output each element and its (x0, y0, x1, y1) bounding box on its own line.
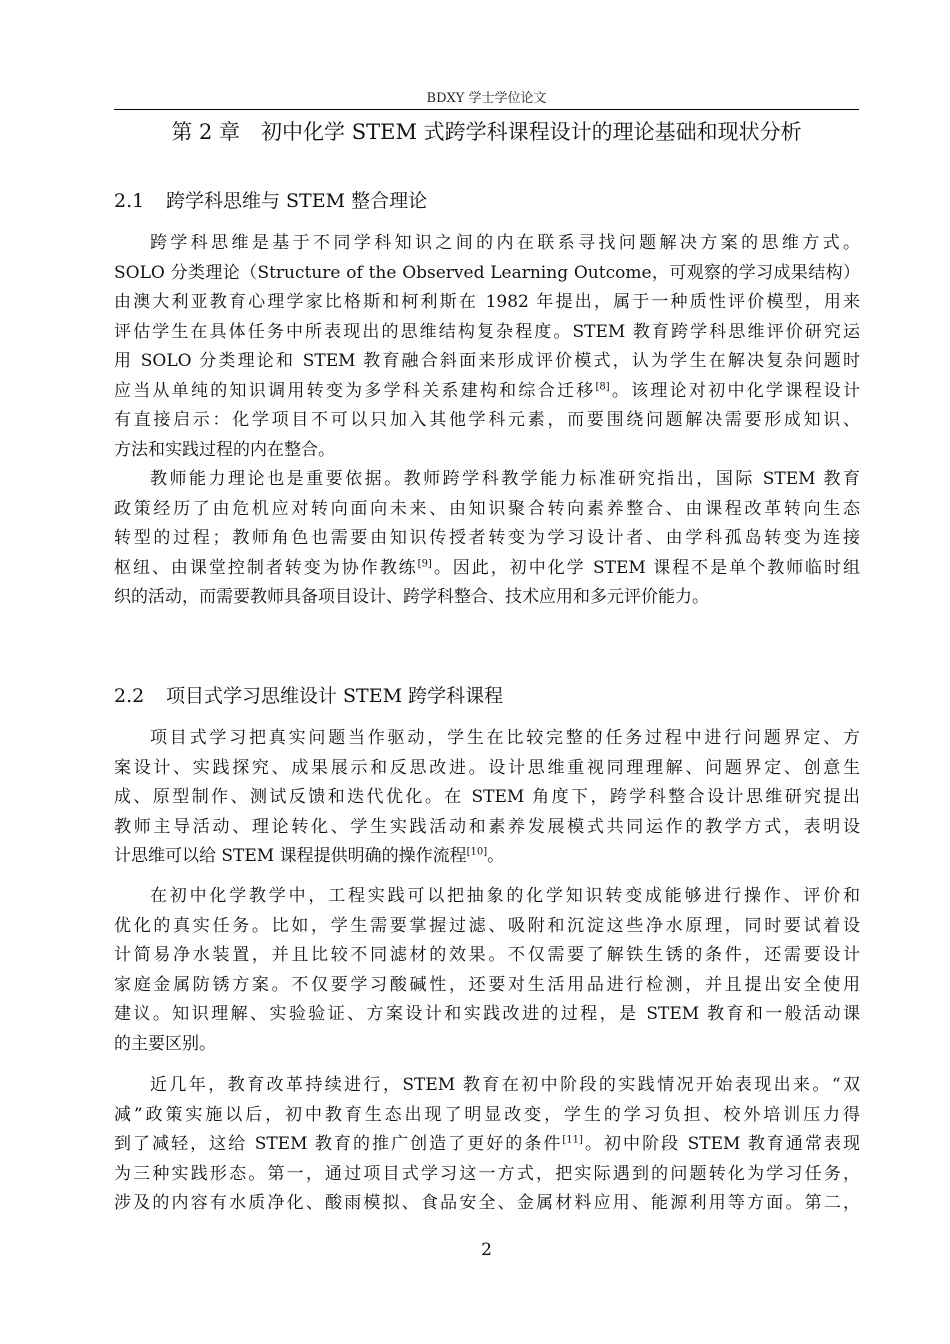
text-line: 在初中化学教学中，工程实践可以把抽象的化学知识转变成能够进行操作、评价和 (150, 886, 860, 906)
text-line: 优化的真实任务。比如，学生需要掌握过滤、吸附和沉淀这些净水原理，同时要试着设 (114, 915, 860, 936)
text-line: 用 SOLO 分类理论和 STEM 教育融合斜面来形成评价模式，认为学生在解决复杂问题时 (114, 351, 860, 371)
text-line: 应当从单纯的知识调用转变为多学科关系建构和综合迁移[8]。该理论对初中化学课程设计 (114, 380, 861, 401)
paragraph (114, 1071, 860, 1219)
text-line: 减”政策实施以后，初中教育生态出现了明显改变，学生的学习负担、校外培训压力得 (114, 1104, 860, 1125)
paragraph (114, 229, 860, 465)
text-line: 枢纽、由课堂控制者转变为协作教练[9]。因此，初中化学 STEM 课程不是单个教师临时组 (114, 557, 861, 578)
text-line: 转型的过程；教师角色也需要由知识传授者转变为学习设计者、由学科孤岛转变为连接 (114, 528, 860, 548)
page-header: BDXY 学士学位论文 (114, 89, 859, 110)
chapter-title: 第 2 章 初中化学 STEM 式跨学科课程设计的理论基础和现状分析 (171, 120, 802, 144)
citation-marker: [10] (466, 846, 488, 858)
text-line: SOLO 分类理论（Structure of the Observed Learning Outcome，可观察的学习成果结构） (114, 262, 860, 283)
paragraph (114, 465, 860, 613)
text-line: 近几年，教育改革持续进行，STEM 教育在初中阶段的实践情况开始表现出来。“双 (150, 1075, 860, 1095)
section-heading (114, 186, 859, 216)
text-line: 织的活动，而需要教师具备项目设计、跨学科整合、技术应用和多元评价能力。 (114, 587, 709, 607)
text-line: 计简易净水装置，并且比较不同滤材的效果。不仅需要了解铁生锈的条件，还需要设计 (114, 945, 860, 965)
section-number: 2.1 (114, 190, 145, 212)
text-line: 有直接启示：化学项目不可以只加入其他学科元素，而要围绕问题解决需要形成知识、 (114, 410, 860, 430)
text-line: 评估学生在具体任务中所表现出的思维结构复杂程度。STEM 教育跨学科思维评价研究运 (114, 321, 860, 342)
text-line: 案设计、实践探究、成果展示和反思改进。设计思维重视同理理解、问题界定、创意生 (114, 757, 860, 778)
section-heading (114, 681, 859, 711)
text-line: 跨学科思维是基于不同学科知识之间的内在联系寻找问题解决方案的思维方式。 (150, 233, 860, 253)
text-line: 由澳大利亚教育心理学家比格斯和柯利斯在 1982 年提出，属于一种质性评价模型，用来 (114, 292, 860, 312)
text-line: 教师主导活动、理论转化、学生实践活动和素养发展模式共同运作的教学方式，表明设 (114, 816, 860, 837)
citation-marker: [11] (562, 1134, 583, 1146)
section-number: 2.2 (114, 685, 145, 707)
citation-marker: [8] (595, 380, 610, 392)
text-line: 的主要区别。 (114, 1033, 216, 1054)
text-line: 建议。知识理解、实验验证、方案设计和实践改进的过程，是 STEM 教育和一般活动课 (114, 1004, 860, 1024)
text-line: 涉及的内容有水质净化、酸雨模拟、食品安全、金属材料应用、能源利用等方面。第二， (114, 1193, 860, 1213)
text-line: 政策经历了由危机应对转向面向未来、由知识聚合转向素养整合、由课程改革转向生态 (114, 498, 860, 519)
text-line: 项目式学习把真实问题当作驱动，学生在比较完整的任务过程中进行问题界定、方 (150, 728, 860, 748)
page-number: 2 (481, 1240, 492, 1260)
text-line: 家庭金属防锈方案。不仅要学习酸碱性，还要对生活用品进行检测，并且提出安全使用 (114, 974, 860, 995)
section-title: 项目式学习思维设计 STEM 跨学科课程 (166, 685, 504, 707)
text-line: 计思维可以给 STEM 课程提供明确的操作流程[10]。 (114, 846, 505, 866)
paragraph (114, 882, 860, 1059)
citation-marker: [9] (417, 557, 432, 569)
paragraph (114, 724, 860, 872)
text-line: 教师能力理论也是重要依据。教师跨学科教学能力标准研究指出，国际 STEM 教育 (150, 469, 860, 489)
section-title: 跨学科思维与 STEM 整合理论 (166, 190, 428, 212)
text-line: 到了减轻，这给 STEM 教育的推广创造了更好的条件[11]。初中阶段 STEM 教育通常表现 (114, 1134, 861, 1154)
text-line: 成、原型制作、测试反馈和迭代优化。在 STEM 角度下，跨学科整合设计思维研究提出 (114, 787, 860, 807)
text-line: 为三种实践形态。第一，通过项目式学习这一方式，把实际遇到的问题转化为学习任务， (114, 1163, 860, 1184)
text-line: 方法和实践过程的内在整合。 (114, 439, 335, 460)
